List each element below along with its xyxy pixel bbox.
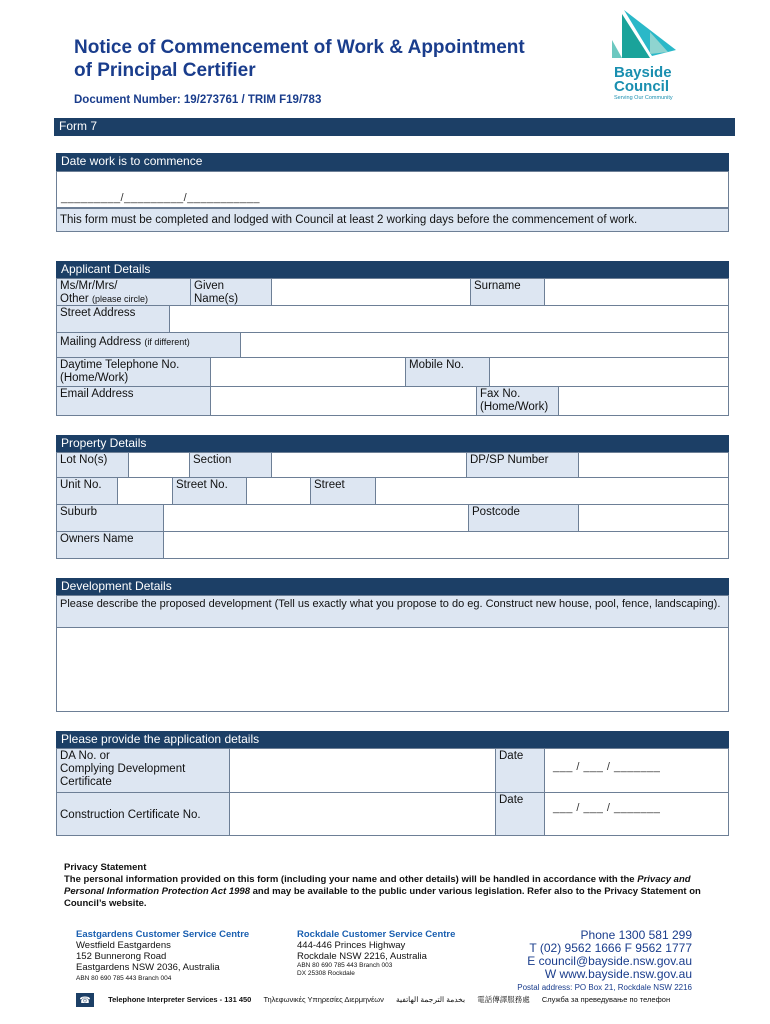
development-section-title: Development Details (56, 578, 729, 596)
sail-logo-icon (610, 10, 680, 70)
development-prompt: Please describe the proposed development (Tell us exactly what you propose to do eg. Construct new house, pool, fence, landscaping). (56, 595, 729, 628)
postal-address: Postal address: PO Box 21, Rockdale NSW 2216 (517, 983, 692, 992)
dpsp-label: DP/SP Number (466, 452, 579, 478)
page-title (74, 36, 574, 82)
given-names-label (190, 278, 272, 306)
eastgardens-title: Eastgardens Customer Service Centre (76, 929, 250, 940)
rockdale-line-2: Rockdale NSW 2216, Australia (297, 951, 427, 962)
rockdale-line-1: 444-446 Princes Highway (297, 940, 406, 951)
surname-label: Surname (470, 278, 545, 306)
rockdale-centre (297, 929, 497, 978)
unit-label: Unit No. (56, 477, 118, 505)
eastgardens-line-2: 152 Bunnerong Road (76, 951, 167, 962)
title-line-2: of Principal Certifier (74, 60, 256, 81)
tis-chinese: 電話傳譯服務處 (477, 994, 530, 1004)
da-number-input[interactable] (229, 748, 496, 793)
title-line-1: Notice of Commencement of Work & Appointment (74, 37, 525, 58)
mobile-label: Mobile No. (405, 357, 490, 387)
eastgardens-centre (76, 929, 286, 984)
given-label-line-2: Name(s) (194, 293, 239, 305)
tis-english: Telephone Interpreter Services - 131 450 (108, 994, 252, 1004)
tis-arabic: بخدمة الترجمة الهاتفية (396, 994, 466, 1004)
fax-label-line-2: (Home/Work) (480, 401, 549, 413)
privacy-text-2: and may be available to the public under various legislation. Refer also to the Privacy Statement on Council’s website. (64, 886, 701, 909)
daytime-phone-input[interactable] (210, 357, 406, 387)
mailing-hint: (if different) (144, 337, 190, 347)
street-label: Street (310, 477, 376, 505)
suburb-input[interactable] (163, 504, 469, 532)
mailing-address-input[interactable] (240, 332, 729, 358)
title-label-line-1: Ms/Mr/Mrs/ (60, 280, 118, 292)
postcode-label: Postcode (468, 504, 579, 532)
interpreter-services (76, 993, 696, 1007)
development-description-input[interactable] (56, 627, 729, 712)
given-label-line-1: Given (194, 280, 225, 292)
da-date-placeholder: ___ / ___ / _______ (553, 761, 661, 773)
dpsp-input[interactable] (578, 452, 729, 478)
document-number: Document Number: 19/273761 / TRIM F19/783 (74, 94, 322, 106)
mailing-label-text: Mailing Address (60, 336, 142, 348)
street-no-input[interactable] (246, 477, 311, 505)
logo-name-line-1: Bayside (614, 64, 672, 81)
cc-date-input[interactable] (544, 792, 729, 836)
privacy-statement (64, 862, 714, 910)
lot-label: Lot No(s) (56, 452, 129, 478)
tis-macedonian: Служба за преведување по телефон (541, 994, 671, 1004)
interpreter-icon: ☎ (76, 993, 94, 1007)
daytime-phone-label (56, 357, 211, 387)
cc-date-label: Date (495, 792, 545, 836)
eastgardens-abn: ABN 80 690 785 443 Branch 004 (76, 975, 172, 982)
council-website[interactable]: W www.bayside.nsw.gov.au (544, 967, 692, 981)
rockdale-dx: DX 25308 Rockdale (297, 970, 355, 977)
rockdale-abn: ABN 80 690 785 443 Branch 003 (297, 962, 393, 969)
daytime-label-line-2: (Home/Work) (60, 372, 129, 384)
title-label (56, 278, 191, 306)
email-input[interactable] (210, 386, 477, 416)
fax-input[interactable] (558, 386, 729, 416)
application-section-title: Please provide the application details (56, 731, 729, 749)
da-date-label: Date (495, 748, 545, 793)
street-input[interactable] (375, 477, 729, 505)
cc-date-placeholder: ___ / ___ / _______ (553, 802, 661, 814)
commence-date-field[interactable] (56, 171, 729, 208)
logo-name-line-2: Council (614, 78, 669, 95)
suburb-label: Suburb (56, 504, 164, 532)
lot-input[interactable] (128, 452, 190, 478)
lodgement-note: This form must be completed and lodged with Council at least 2 working days before the commencement of work. (56, 208, 729, 232)
daytime-label-line-1: Daytime Telephone No. (60, 359, 180, 371)
fax-label-line-1: Fax No. (480, 388, 521, 400)
eastgardens-line-1: Westfield Eastgardens (76, 940, 171, 951)
street-no-label: Street No. (172, 477, 247, 505)
title-hint: (please circle) (91, 294, 148, 304)
form-label: Form 7 (54, 118, 735, 136)
phone-number: Phone 1300 581 299 (580, 928, 692, 942)
cc-number-input[interactable] (229, 792, 496, 836)
da-label-line-1: DA No. or (60, 750, 110, 762)
mailing-address-label (56, 332, 241, 358)
privacy-act: Privacy and Personal Information Protection Act 1998 (64, 874, 691, 897)
da-label-line-2: Complying Development (60, 763, 186, 775)
council-contacts (517, 929, 692, 995)
mobile-input[interactable] (489, 357, 729, 387)
logo-tagline: Serving Our Community (614, 95, 673, 101)
cc-number-label: Construction Certificate No. (56, 792, 230, 836)
given-names-input[interactable] (271, 278, 471, 306)
eastgardens-line-3: Eastgardens NSW 2036, Australia (76, 962, 220, 973)
logo-name (614, 66, 672, 94)
property-section-title: Property Details (56, 435, 729, 453)
da-date-input[interactable] (544, 748, 729, 793)
privacy-heading: Privacy Statement (64, 862, 147, 873)
street-address-input[interactable] (169, 305, 729, 333)
da-number-label (56, 748, 230, 793)
tel-fax: T (02) 9562 1666 F 9562 1777 (529, 941, 692, 955)
unit-input[interactable] (117, 477, 173, 505)
fax-label (476, 386, 559, 416)
bayside-council-logo (582, 10, 692, 105)
street-address-label: Street Address (56, 305, 170, 333)
privacy-text-1: The personal information provided on this form (including your name and other details) will be handled in accordance with the (64, 874, 635, 885)
section-label: Section (189, 452, 272, 478)
email-label: Email Address (56, 386, 211, 416)
owners-name-label: Owners Name (56, 531, 164, 559)
rockdale-title: Rockdale Customer Service Centre (297, 929, 456, 940)
da-label-line-3: Certificate (60, 776, 112, 788)
owners-name-input[interactable] (163, 531, 729, 559)
surname-input[interactable] (544, 278, 729, 306)
commence-date-placeholder: _________/_________/___________ (61, 192, 261, 204)
postcode-input[interactable] (578, 504, 729, 532)
section-input[interactable] (271, 452, 467, 478)
date-section-title: Date work is to commence (56, 153, 729, 171)
applicant-section-title: Applicant Details (56, 261, 729, 279)
council-email[interactable]: E council@bayside.nsw.gov.au (527, 954, 692, 968)
tis-greek: Τηλεφωνικές Υπηρεσίες Διερμηνέων (263, 994, 384, 1004)
title-label-line-2: Other (60, 293, 89, 305)
